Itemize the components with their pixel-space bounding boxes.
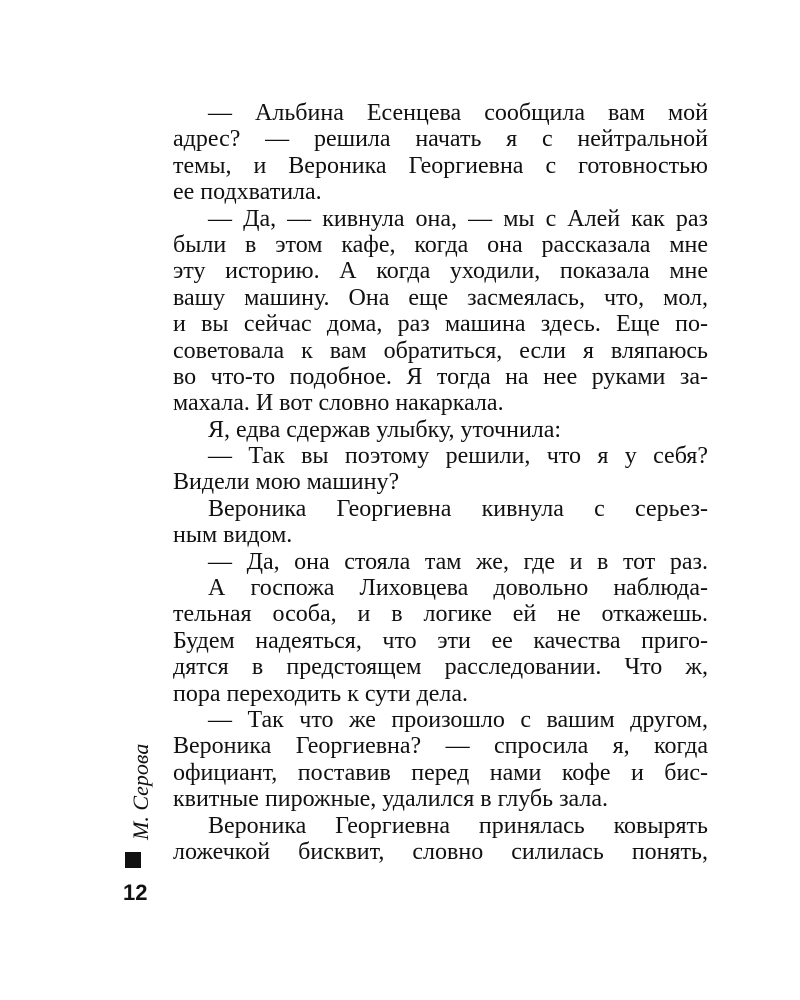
text-line: Будем надеяться, что эти ее качества приго- (173, 627, 708, 654)
text-line: махала. И вот словно накаркала. (173, 390, 504, 417)
text-line: Вероника Георгиевна? — спросила я, когда (173, 733, 708, 760)
text-line: — Альбина Есенцева сообщила вам мой (208, 100, 708, 126)
text-line: официант, поставив перед нами кофе и бис- (173, 759, 708, 786)
running-head-author: М. Серова (128, 743, 153, 840)
text-line: Я, едва сдержав улыбку, уточнила: (208, 416, 562, 443)
body-text (173, 100, 708, 865)
text-line: ее подхватила. (173, 179, 322, 206)
text-line: темы, и Вероника Георгиевна с готовностью (173, 152, 708, 179)
text-line: Вероника Георгиевна кивнула с серьез- (208, 495, 708, 522)
text-line: — Да, она стояла там же, где и в тот раз. (208, 548, 708, 575)
text-line: тельная особа, и в логике ей не откажешь. (173, 601, 708, 628)
text-line: — Так что же произошло с вашим другом, (208, 706, 708, 733)
text-line: ным видом. (173, 522, 293, 549)
text-line: Вероника Георгиевна принялась ковырять (208, 812, 708, 839)
text-line: были в этом кафе, когда она рассказала мне (173, 231, 708, 258)
text-line: квитные пирожные, удалился в глубь зала. (173, 786, 609, 813)
page-number: 12 (123, 880, 148, 905)
text-line: во что-то подобное. Я тогда на нее руками за- (173, 363, 708, 390)
text-line: вашу машину. Она еще засмеялась, что, мол, (173, 284, 708, 311)
text-line: адрес? — решила начать я с нейтральной (173, 126, 708, 153)
text-line: А госпожа Лиховцева довольно наблюда- (208, 575, 708, 602)
text-line: — Да, — кивнула она, — мы с Алей как раз (208, 205, 708, 232)
text-line: эту историю. А когда уходили, показала мне (173, 258, 708, 285)
square-marker-icon (125, 852, 141, 868)
text-line: дятся в предстоящем расследовании. Что ж, (173, 654, 708, 681)
text-line: советовала к вам обратиться, если я вляпаюсь (173, 337, 708, 364)
text-line: пора переходить к сути дела. (173, 680, 469, 707)
text-line: ложечкой бисквит, словно силилась понять, (173, 838, 708, 865)
text-line: — Так вы поэтому решили, что я у себя? (208, 443, 708, 470)
text-line: Видели мою машину? (173, 469, 400, 496)
text-line: и вы сейчас дома, раз машина здесь. Еще по- (173, 311, 708, 338)
